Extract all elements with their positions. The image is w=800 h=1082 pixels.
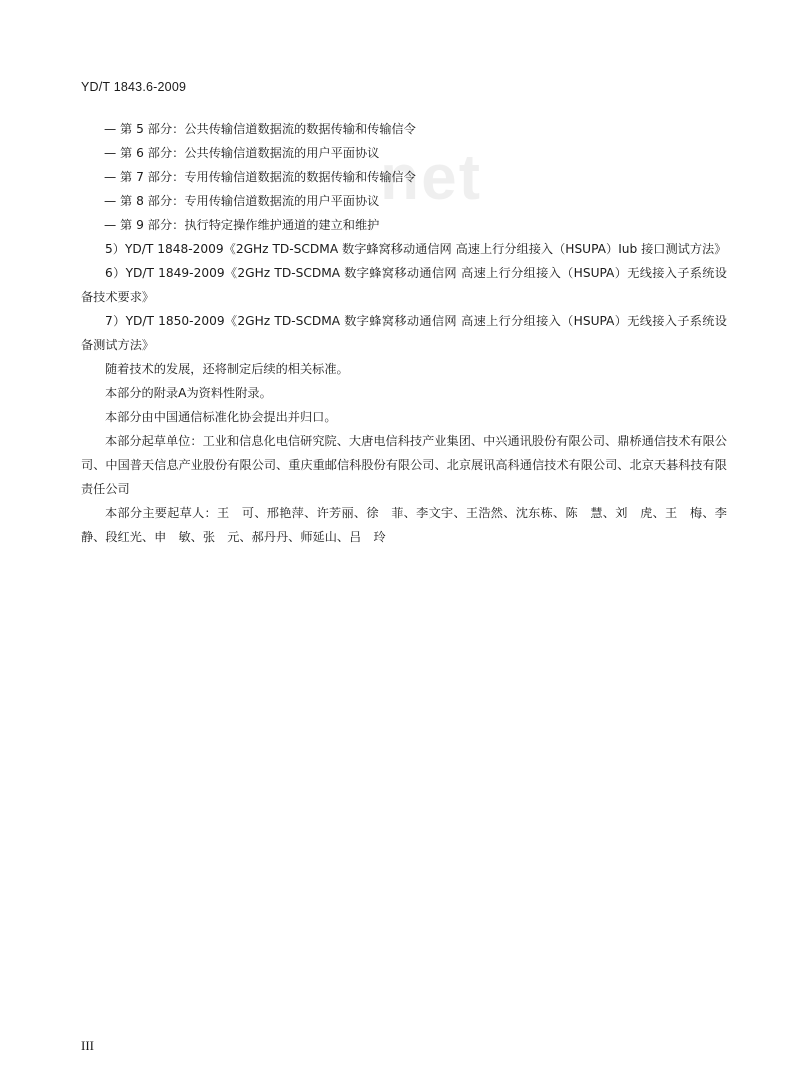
drafters-list: 本部分主要起草人：王 可、邢艳萍、许芳丽、徐 菲、李文宇、王浩然、沈东栋、陈 慧、刘 虎、王 梅、李 静、段红光、申 敏、张 元、郝丹丹、师延山、吕 玲 bbox=[81, 506, 740, 544]
standard-item: 6）YD/T 1849-2009《2GHz TD-SCDMA 数字蜂窝移动通信网 高速上行分组接入（HSUPA）无线接入子系统设备技术要求》 bbox=[81, 266, 727, 304]
part-list-item: — 第 5 部分：公共传输信道数据流的数据传输和传输信令 bbox=[104, 122, 416, 136]
proposer-note: 本部分由中国通信标准化协会提出并归口。 bbox=[105, 410, 337, 424]
standard-item: 7）YD/T 1850-2009《2GHz TD-SCDMA 数字蜂窝移动通信网 高速上行分组接入（HSUPA）无线接入子系统设备测试方法》 bbox=[81, 314, 727, 352]
page-number: III bbox=[81, 1038, 94, 1053]
standard-item: 5）YD/T 1848-2009《2GHz TD-SCDMA 数字蜂窝移动通信网 高速上行分组接入（HSUPA）Iub 接口测试方法》 bbox=[105, 242, 727, 256]
part-list-item: — 第 6 部分：公共传输信道数据流的用户平面协议 bbox=[104, 146, 380, 160]
doc-number-header: YD/T 1843.6-2009 bbox=[81, 80, 187, 94]
document-body bbox=[81, 117, 740, 549]
appendix-note: 本部分的附录A为资料性附录。 bbox=[105, 386, 272, 400]
part-list-item: — 第 8 部分：专用传输信道数据流的用户平面协议 bbox=[104, 194, 380, 208]
watermark: net bbox=[380, 141, 482, 213]
future-standards-note: 随着技术的发展，还将制定后续的相关标准。 bbox=[105, 362, 349, 376]
part-list-item: — 第 7 部分：专用传输信道数据流的数据传输和传输信令 bbox=[104, 170, 416, 184]
drafting-units: 本部分起草单位：工业和信息化电信研究院、大唐电信科技产业集团、中兴通讯股份有限公司、鼎桥通信技术有限公司、中国普天信息产业股份有限公司、重庆重邮信科股份有限公司、北京展讯高科通信技术有限公司、北京天碁科技有限责任公司 bbox=[81, 434, 727, 496]
part-list-item: — 第 9 部分：执行特定操作维护通道的建立和维护 bbox=[104, 218, 380, 232]
